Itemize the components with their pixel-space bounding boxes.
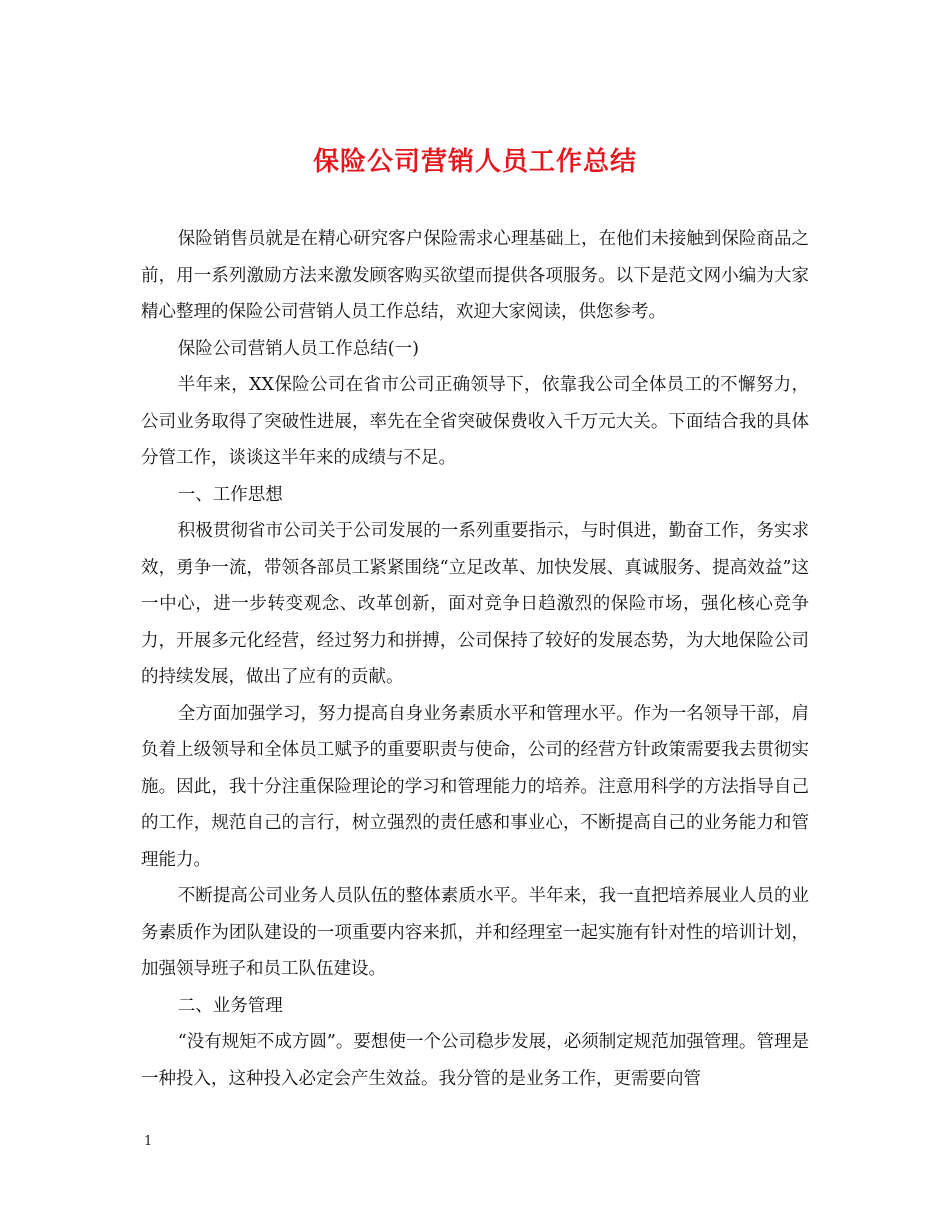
document-body (141, 221, 809, 1097)
document-title: 保险公司营销人员工作总结 (312, 147, 637, 177)
heading-business-management: 二、业务管理 (177, 995, 283, 1016)
paragraph-team-quality: 不断提高公司业务人员队伍的整体素质水平。半年来，我一直把培养展业人员的业务素质作为团队建设的一项重要内容来抓，并和经理室一起实施有针对性的培训计划，加强领导班子和员工队伍建设。 (141, 886, 809, 979)
paragraph-implementation: 积极贯彻省市公司关于公司发展的一系列重要指示，与时俱进，勤奋工作，务实求效，勇争一流，带领各部员工紧紧围绕“立足改革、加快发展、真诚服务、提高效益”这一中心，进一步转变观念、改革创新，面对竞争日趋激烈的保险市场，强化核心竞争力，开展多元化经营，经过努力和拼搏，公司保持了较好的发展态势，为大地保险公司的持续发展，做出了应有的贡献。 (141, 521, 809, 687)
section-subtitle: 保险公司营销人员工作总结(一) (177, 338, 419, 359)
paragraph-learning: 全方面加强学习，努力提高自身业务素质水平和管理水平。作为一名领导干部，肩负着上级领导和全体员工赋予的重要职责与使命，公司的经营方针政策需要我去贯彻实施。因此，我十分注重保险理论的学习和管理能力的培养。注意用科学的方法指导自己的工作，规范自己的言行，树立强烈的责任感和事业心，不断提高自己的业务能力和管理能力。 (141, 703, 809, 870)
intro-paragraph: 保险销售员就是在精心研究客户保险需求心理基础上，在他们未接触到保险商品之前，用一系列激励方法来激发顾客购买欲望而提供各项服务。以下是范文网小编为大家精心整理的保险公司营销人员工作总结，欢迎大家阅读，供您参考。 (141, 229, 809, 322)
heading-work-thought: 一、工作思想 (177, 484, 283, 505)
summary-paragraph: 半年来，XX保险公司在省市公司正确领导下，依靠我公司全体员工的不懈努力，公司业务取得了突破性进展，率先在全省突破保费收入千万元大关。下面结合我的具体分管工作，谈谈这半年来的成绩与不足。 (141, 375, 809, 468)
page-number: 1 (144, 1134, 153, 1149)
paragraph-management: “没有规矩不成方圆”。要想使一个公司稳步发展，必须制定规范加强管理。管理是一种投入，这种投入必定会产生效益。我分管的是业务工作，更需要向管 (141, 1032, 809, 1089)
